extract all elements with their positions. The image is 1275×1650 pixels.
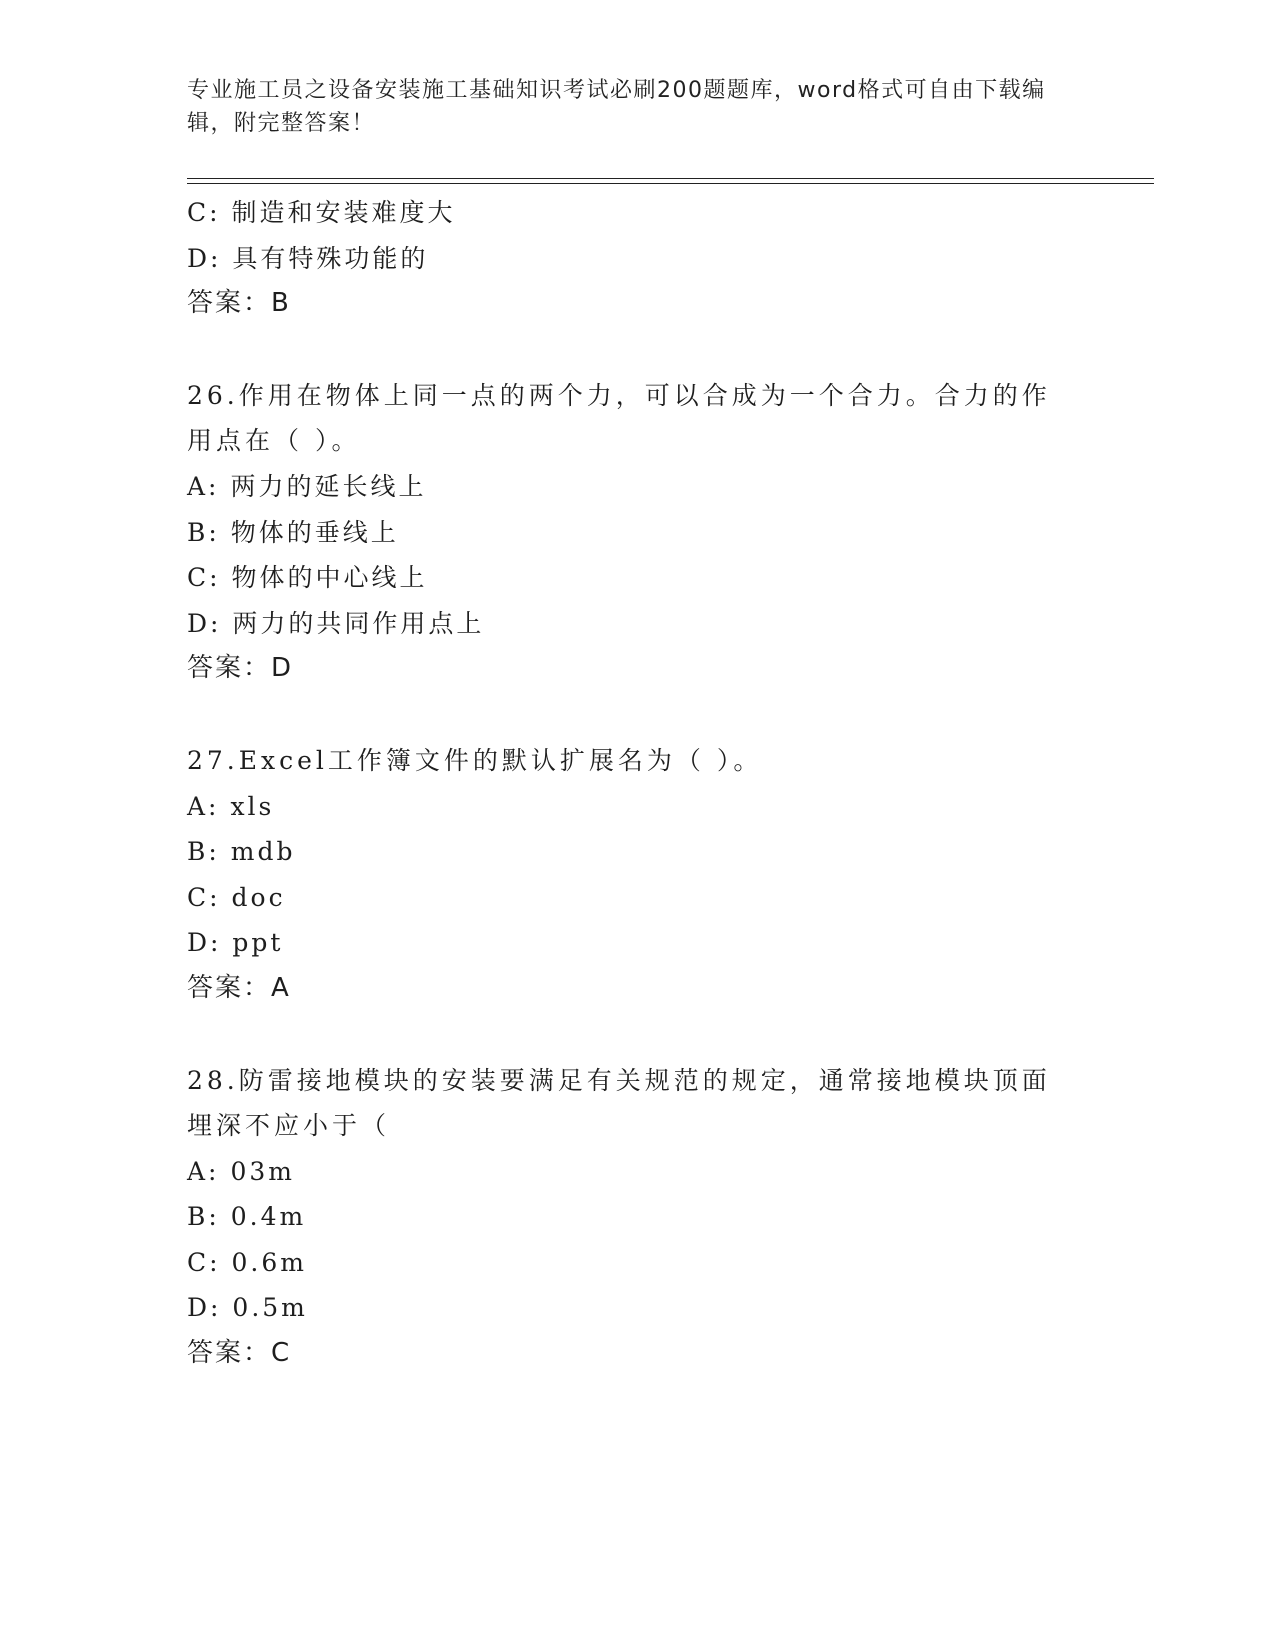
- option-text: 两力的延长线上: [230, 471, 427, 501]
- option-a: [187, 1149, 1087, 1195]
- answer-line: 答案：D: [187, 653, 294, 684]
- option-text: doc: [231, 882, 286, 912]
- option-c: [187, 875, 1087, 921]
- option-d: [187, 920, 1087, 966]
- option-letter: A:: [187, 791, 220, 821]
- option-letter: B:: [187, 1202, 220, 1232]
- answer-line: 答案：C: [187, 1338, 292, 1369]
- header-divider-top: [187, 178, 1154, 179]
- spacer: [187, 327, 1087, 373]
- option-text: ppt: [232, 928, 284, 958]
- option-text: 物体的中心线上: [231, 563, 428, 593]
- option-c: [187, 555, 1087, 601]
- prev-question-block: [187, 190, 1087, 327]
- option-d: [187, 1285, 1087, 1331]
- answer-line: 答案：A: [187, 972, 291, 1003]
- option-letter: C:: [187, 1247, 221, 1277]
- option-letter: B:: [187, 837, 220, 867]
- option-letter: D:: [187, 608, 222, 638]
- option-c: [187, 1240, 1087, 1286]
- option-letter: D:: [187, 928, 222, 958]
- answer-line: 答案：B: [187, 288, 291, 319]
- question-text: 26.作用在物体上同一点的两个力，可以合成为一个合力。合力的作用点在（ ）。: [187, 380, 1051, 456]
- question-27: [187, 738, 1087, 1012]
- option-a: [187, 784, 1087, 830]
- option-letter: C:: [187, 882, 221, 912]
- option-letter: C:: [187, 563, 221, 593]
- question-28: [187, 1058, 1087, 1377]
- option-text: 物体的垂线上: [230, 517, 399, 547]
- option-d: [187, 601, 1087, 647]
- option-a: [187, 464, 1087, 510]
- header-title: 专业施工员之设备安装施工基础知识考试必刷200题题库，word格式可自由下载编辑，附完整答案！: [187, 78, 1046, 136]
- option-letter: A:: [187, 1156, 220, 1186]
- option-text: 0.4m: [230, 1202, 307, 1232]
- spacer: [187, 692, 1087, 738]
- option-letter: D:: [187, 1293, 222, 1323]
- option-letter: C:: [187, 198, 221, 227]
- option-text: 制造和安装难度大: [231, 198, 456, 227]
- option-b: [187, 1194, 1087, 1240]
- option-text: 0.6m: [231, 1247, 307, 1277]
- question-text: 28.防雷接地模块的安装要满足有关规范的规定，通常接地模块顶面埋深不应小于（: [187, 1065, 1051, 1141]
- question-text: 27.Excel工作簿文件的默认扩展名为（ ）。: [187, 745, 763, 775]
- option-text: xls: [230, 791, 275, 821]
- option-text: mdb: [230, 837, 296, 867]
- option-text: 0.5m: [232, 1293, 308, 1323]
- option-text: 两力的共同作用点上: [232, 608, 485, 638]
- document-header: [187, 74, 1067, 140]
- option-b: [187, 510, 1087, 556]
- option-d: [187, 236, 1087, 282]
- option-letter: B:: [187, 517, 220, 547]
- spacer: [187, 1012, 1087, 1058]
- option-letter: D:: [187, 243, 222, 273]
- option-c: [187, 190, 1087, 236]
- option-letter: A:: [187, 471, 220, 501]
- header-divider-bottom: [187, 183, 1154, 184]
- question-list: [187, 190, 1087, 1377]
- option-text: 03m: [230, 1156, 295, 1186]
- option-text: 具有特殊功能的: [232, 243, 429, 273]
- option-b: [187, 829, 1087, 875]
- question-26: [187, 373, 1087, 692]
